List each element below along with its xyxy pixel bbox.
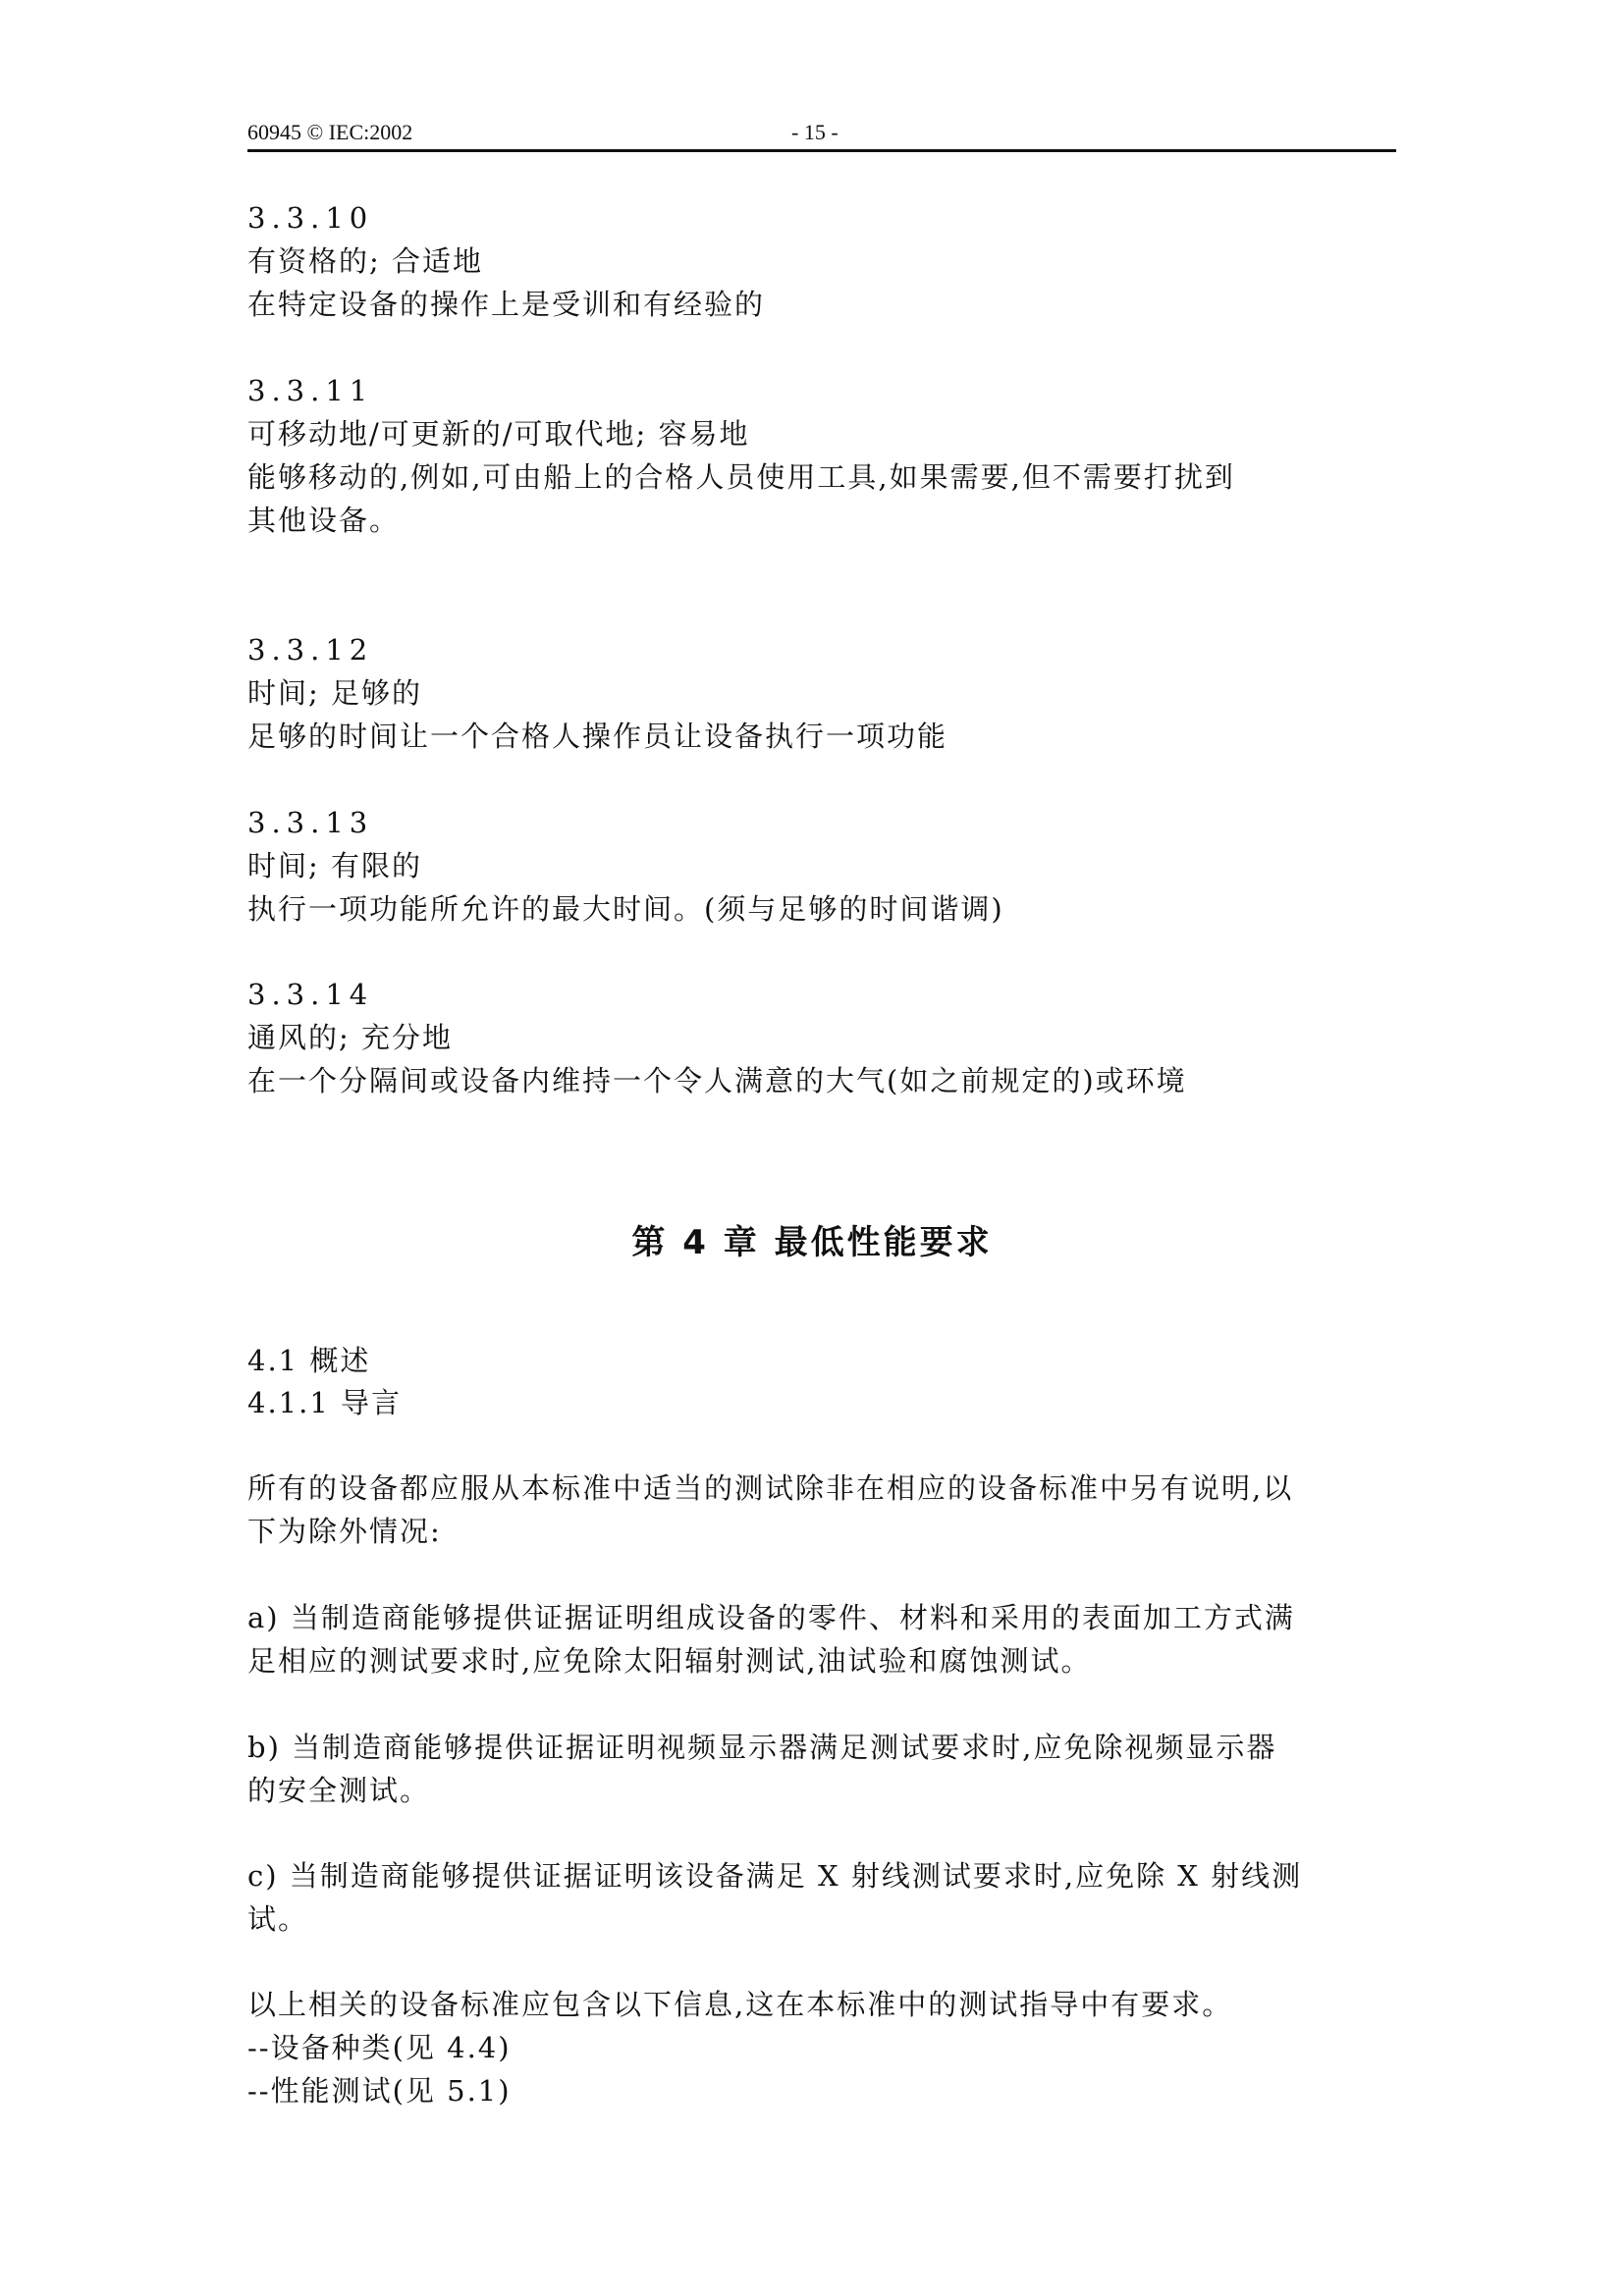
clause-number: 3.3.13 [247, 806, 374, 839]
section-heading: 4.1 概述 [247, 1344, 371, 1377]
paragraph-line: 足相应的测试要求时,应免除太阳辐射测试,油试验和腐蚀测试。 [247, 1644, 1092, 1678]
clause-definition: 其他设备。 [247, 504, 401, 537]
paragraph-line: 所有的设备都应服从本标准中适当的测试除非在相应的设备标准中另有说明,以 [247, 1471, 1294, 1505]
paragraph-line: 以上相关的设备标准应包含以下信息,这在本标准中的测试指导中有要求。 [247, 1988, 1233, 2021]
clause-term: 可移动地/可更新的/可取代地; 容易地 [247, 417, 750, 451]
clause-number: 3.3.12 [247, 633, 374, 667]
clause-term: 时间; 足够的 [247, 676, 422, 710]
clause-term: 时间; 有限的 [247, 849, 422, 882]
clause-term: 有资格的; 合适地 [247, 244, 483, 278]
chapter-title: 第 4 章 最低性能要求 [631, 1223, 993, 1262]
clause-definition: 在特定设备的操作上是受训和有经验的 [247, 288, 766, 321]
subsection-heading: 4.1.1 导言 [247, 1386, 403, 1419]
paragraph-line: 试。 [247, 1902, 309, 1936]
page-header [247, 116, 1396, 152]
clause-number: 3.3.14 [247, 978, 374, 1011]
clause-number: 3.3.10 [247, 201, 374, 235]
clause-definition: 执行一项功能所允许的最大时间。(须与足够的时间谐调) [247, 892, 1004, 926]
paragraph-line: a) 当制造商能够提供证据证明组成设备的零件、材料和采用的表面加工方式满 [247, 1601, 1295, 1634]
paragraph-line: b) 当制造商能够提供证据证明视频显示器满足测试要求时,应免除视频显示器 [247, 1731, 1277, 1764]
paragraph-line: 下为除外情况: [247, 1515, 442, 1548]
clause-definition: 能够移动的,例如,可由船上的合格人员使用工具,如果需要,但不需要打扰到 [247, 460, 1235, 494]
list-item: --性能测试(见 5.1) [247, 2074, 512, 2108]
header-standard-id: 60945 © IEC:2002 [247, 120, 413, 144]
paragraph-line: 的安全测试。 [247, 1774, 431, 1807]
list-item: --设备种类(见 4.4) [247, 2031, 512, 2064]
clause-number: 3.3.11 [247, 374, 374, 407]
paragraph-line: c) 当制造商能够提供证据证明该设备满足 X 射线测试要求时,应免除 X 射线测 [247, 1859, 1303, 1893]
clause-term: 通风的; 充分地 [247, 1021, 453, 1054]
header-page-number: - 15 - [791, 120, 839, 144]
clause-definition: 在一个分隔间或设备内维持一个令人满意的大气(如之前规定的)或环境 [247, 1064, 1187, 1097]
clause-definition: 足够的时间让一个合格人操作员让设备执行一项功能 [247, 720, 948, 753]
